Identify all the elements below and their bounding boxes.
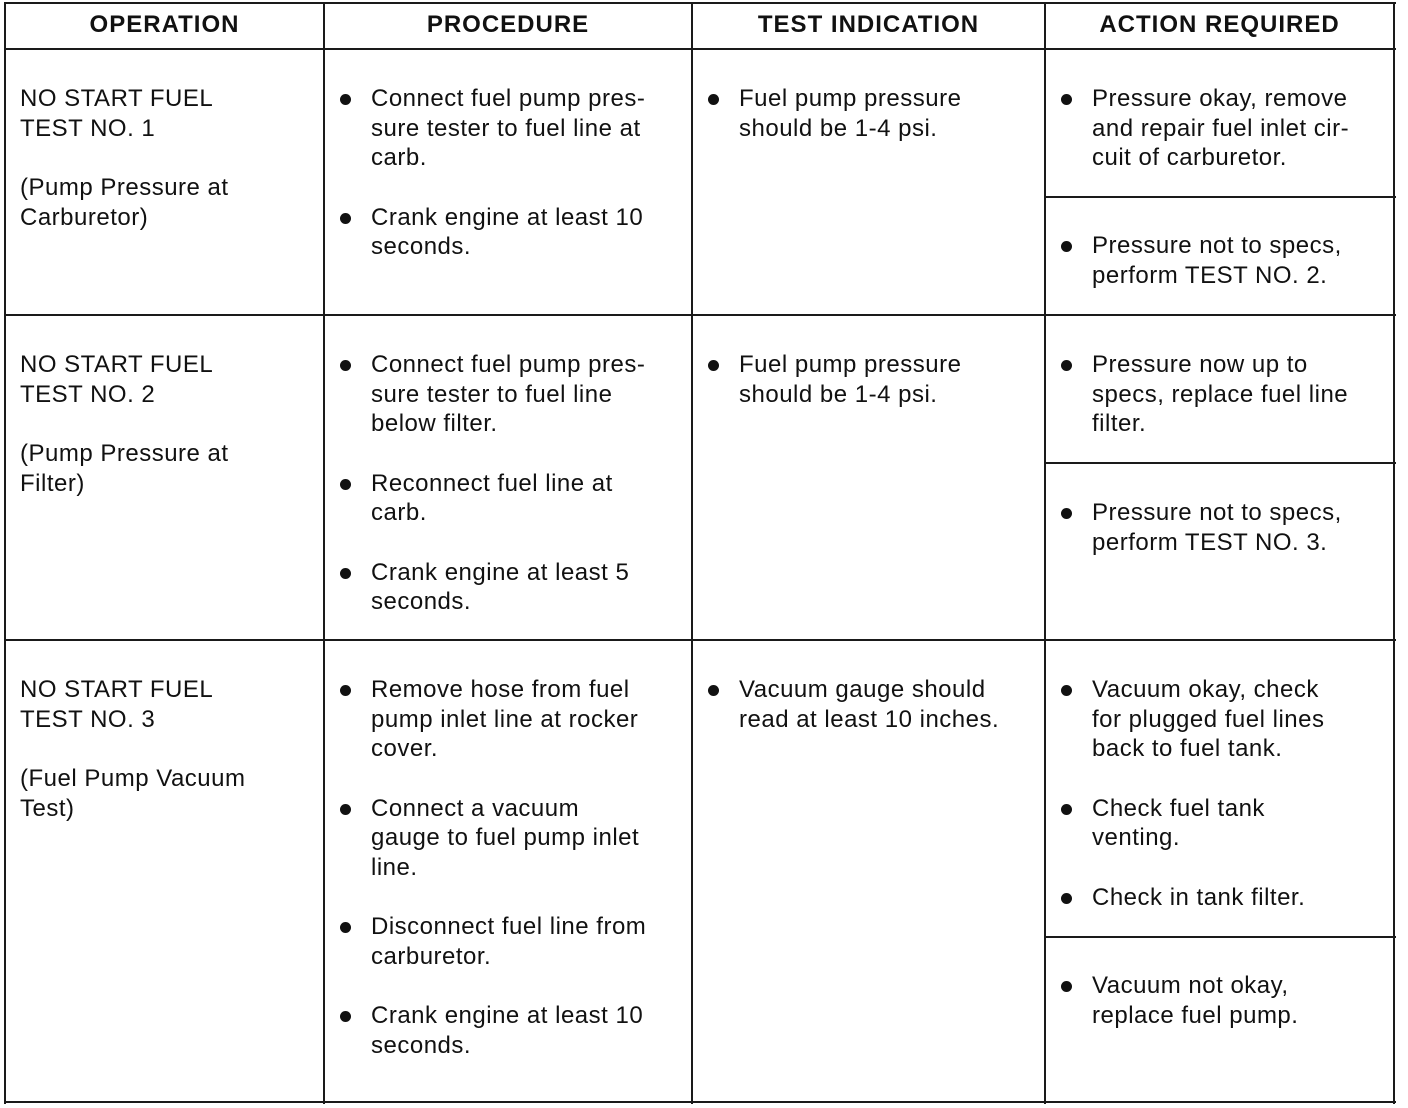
header-procedure: PROCEDURE	[426, 11, 590, 38]
header-action-required: ACTION REQUIRED	[1099, 11, 1340, 38]
action-item: Check fuel tank venting.	[1045, 794, 1393, 853]
bullet-icon	[1061, 508, 1072, 519]
bullet-icon	[1061, 685, 1072, 696]
bullet-icon	[340, 804, 351, 815]
action-item: Pressure okay, remove and repair fuel inlet cir- cuit of carburetor.	[1045, 84, 1393, 173]
row1-procedure	[324, 84, 690, 262]
operation-title: NO START FUEL TEST NO. 3	[20, 676, 214, 733]
row3-action-b	[1045, 971, 1393, 1030]
operation-subtitle: (Pump Pressure at Filter)	[20, 440, 229, 497]
action-item: Pressure not to specs, perform TEST NO. 3.	[1045, 498, 1393, 557]
bullet-icon	[340, 568, 351, 579]
bullet-icon	[340, 922, 351, 933]
table-left-border	[4, 2, 6, 1104]
bullet-icon	[708, 94, 719, 105]
test-indication-item: Fuel pump pressure should be 1-4 psi.	[692, 84, 1042, 143]
header-test-indication: TEST INDICATION	[757, 11, 980, 38]
bullet-icon	[340, 213, 351, 224]
procedure-step: Connect fuel pump pres- sure tester to fuel line at carb.	[324, 84, 690, 173]
bullet-icon	[340, 94, 351, 105]
row3-action-divider	[1045, 936, 1396, 938]
header-operation: OPERATION	[89, 11, 240, 38]
operation-subtitle: (Fuel Pump Vacuum Test)	[20, 765, 246, 822]
header-bottom-border	[4, 48, 1396, 50]
row3-operation	[20, 675, 320, 823]
operation-title: NO START FUEL TEST NO. 2	[20, 351, 214, 408]
test-indication-item: Vacuum gauge should read at least 10 inches.	[692, 675, 1042, 734]
row1-bottom-border	[4, 314, 1396, 316]
bullet-icon	[1061, 804, 1072, 815]
col-divider-2	[691, 2, 693, 1104]
action-item: Vacuum okay, check for plugged fuel lines back to fuel tank.	[1045, 675, 1393, 764]
table-bottom-border	[4, 1101, 1396, 1103]
operation-title: NO START FUEL TEST NO. 1	[20, 85, 214, 142]
procedure-step: Disconnect fuel line from carburetor.	[324, 912, 690, 971]
row3-test-indication	[692, 675, 1042, 734]
action-item: Pressure now up to specs, replace fuel line filter.	[1045, 350, 1393, 439]
action-item: Check in tank filter.	[1045, 883, 1393, 913]
bullet-icon	[1061, 360, 1072, 371]
bullet-icon	[708, 360, 719, 371]
row1-test-indication	[692, 84, 1042, 143]
procedure-step: Connect a vacuum gauge to fuel pump inlet line.	[324, 794, 690, 883]
row1-action-a	[1045, 84, 1393, 173]
procedure-step: Crank engine at least 10 seconds.	[324, 1001, 690, 1060]
row2-test-indication	[692, 350, 1042, 409]
procedure-step: Remove hose from fuel pump inlet line at rocker cover.	[324, 675, 690, 764]
bullet-icon	[1061, 981, 1072, 992]
row3-procedure	[324, 675, 690, 1060]
bullet-icon	[340, 1011, 351, 1022]
row2-action-a	[1045, 350, 1393, 439]
bullet-icon	[1061, 94, 1072, 105]
action-item: Pressure not to specs, perform TEST NO. 2.	[1045, 231, 1393, 290]
bullet-icon	[340, 479, 351, 490]
bullet-icon	[708, 685, 719, 696]
bullet-icon	[1061, 241, 1072, 252]
row2-action-divider	[1045, 462, 1396, 464]
table-right-border	[1393, 2, 1395, 1104]
row2-action-b	[1045, 498, 1393, 557]
procedure-step: Reconnect fuel line at carb.	[324, 469, 690, 528]
row2-bottom-border	[4, 639, 1396, 641]
row1-action-divider	[1045, 196, 1396, 198]
bullet-icon	[340, 685, 351, 696]
operation-subtitle: (Pump Pressure at Carburetor)	[20, 174, 229, 231]
action-item: Vacuum not okay, replace fuel pump.	[1045, 971, 1393, 1030]
row2-procedure	[324, 350, 690, 617]
procedure-step: Connect fuel pump pres- sure tester to fuel line below filter.	[324, 350, 690, 439]
procedure-step: Crank engine at least 5 seconds.	[324, 558, 690, 617]
row3-action-a	[1045, 675, 1393, 912]
row1-operation	[20, 84, 320, 232]
bullet-icon	[340, 360, 351, 371]
bullet-icon	[1061, 893, 1072, 904]
row2-operation	[20, 350, 320, 498]
procedure-step: Crank engine at least 10 seconds.	[324, 203, 690, 262]
row1-action-b	[1045, 231, 1393, 290]
test-indication-item: Fuel pump pressure should be 1-4 psi.	[692, 350, 1042, 409]
